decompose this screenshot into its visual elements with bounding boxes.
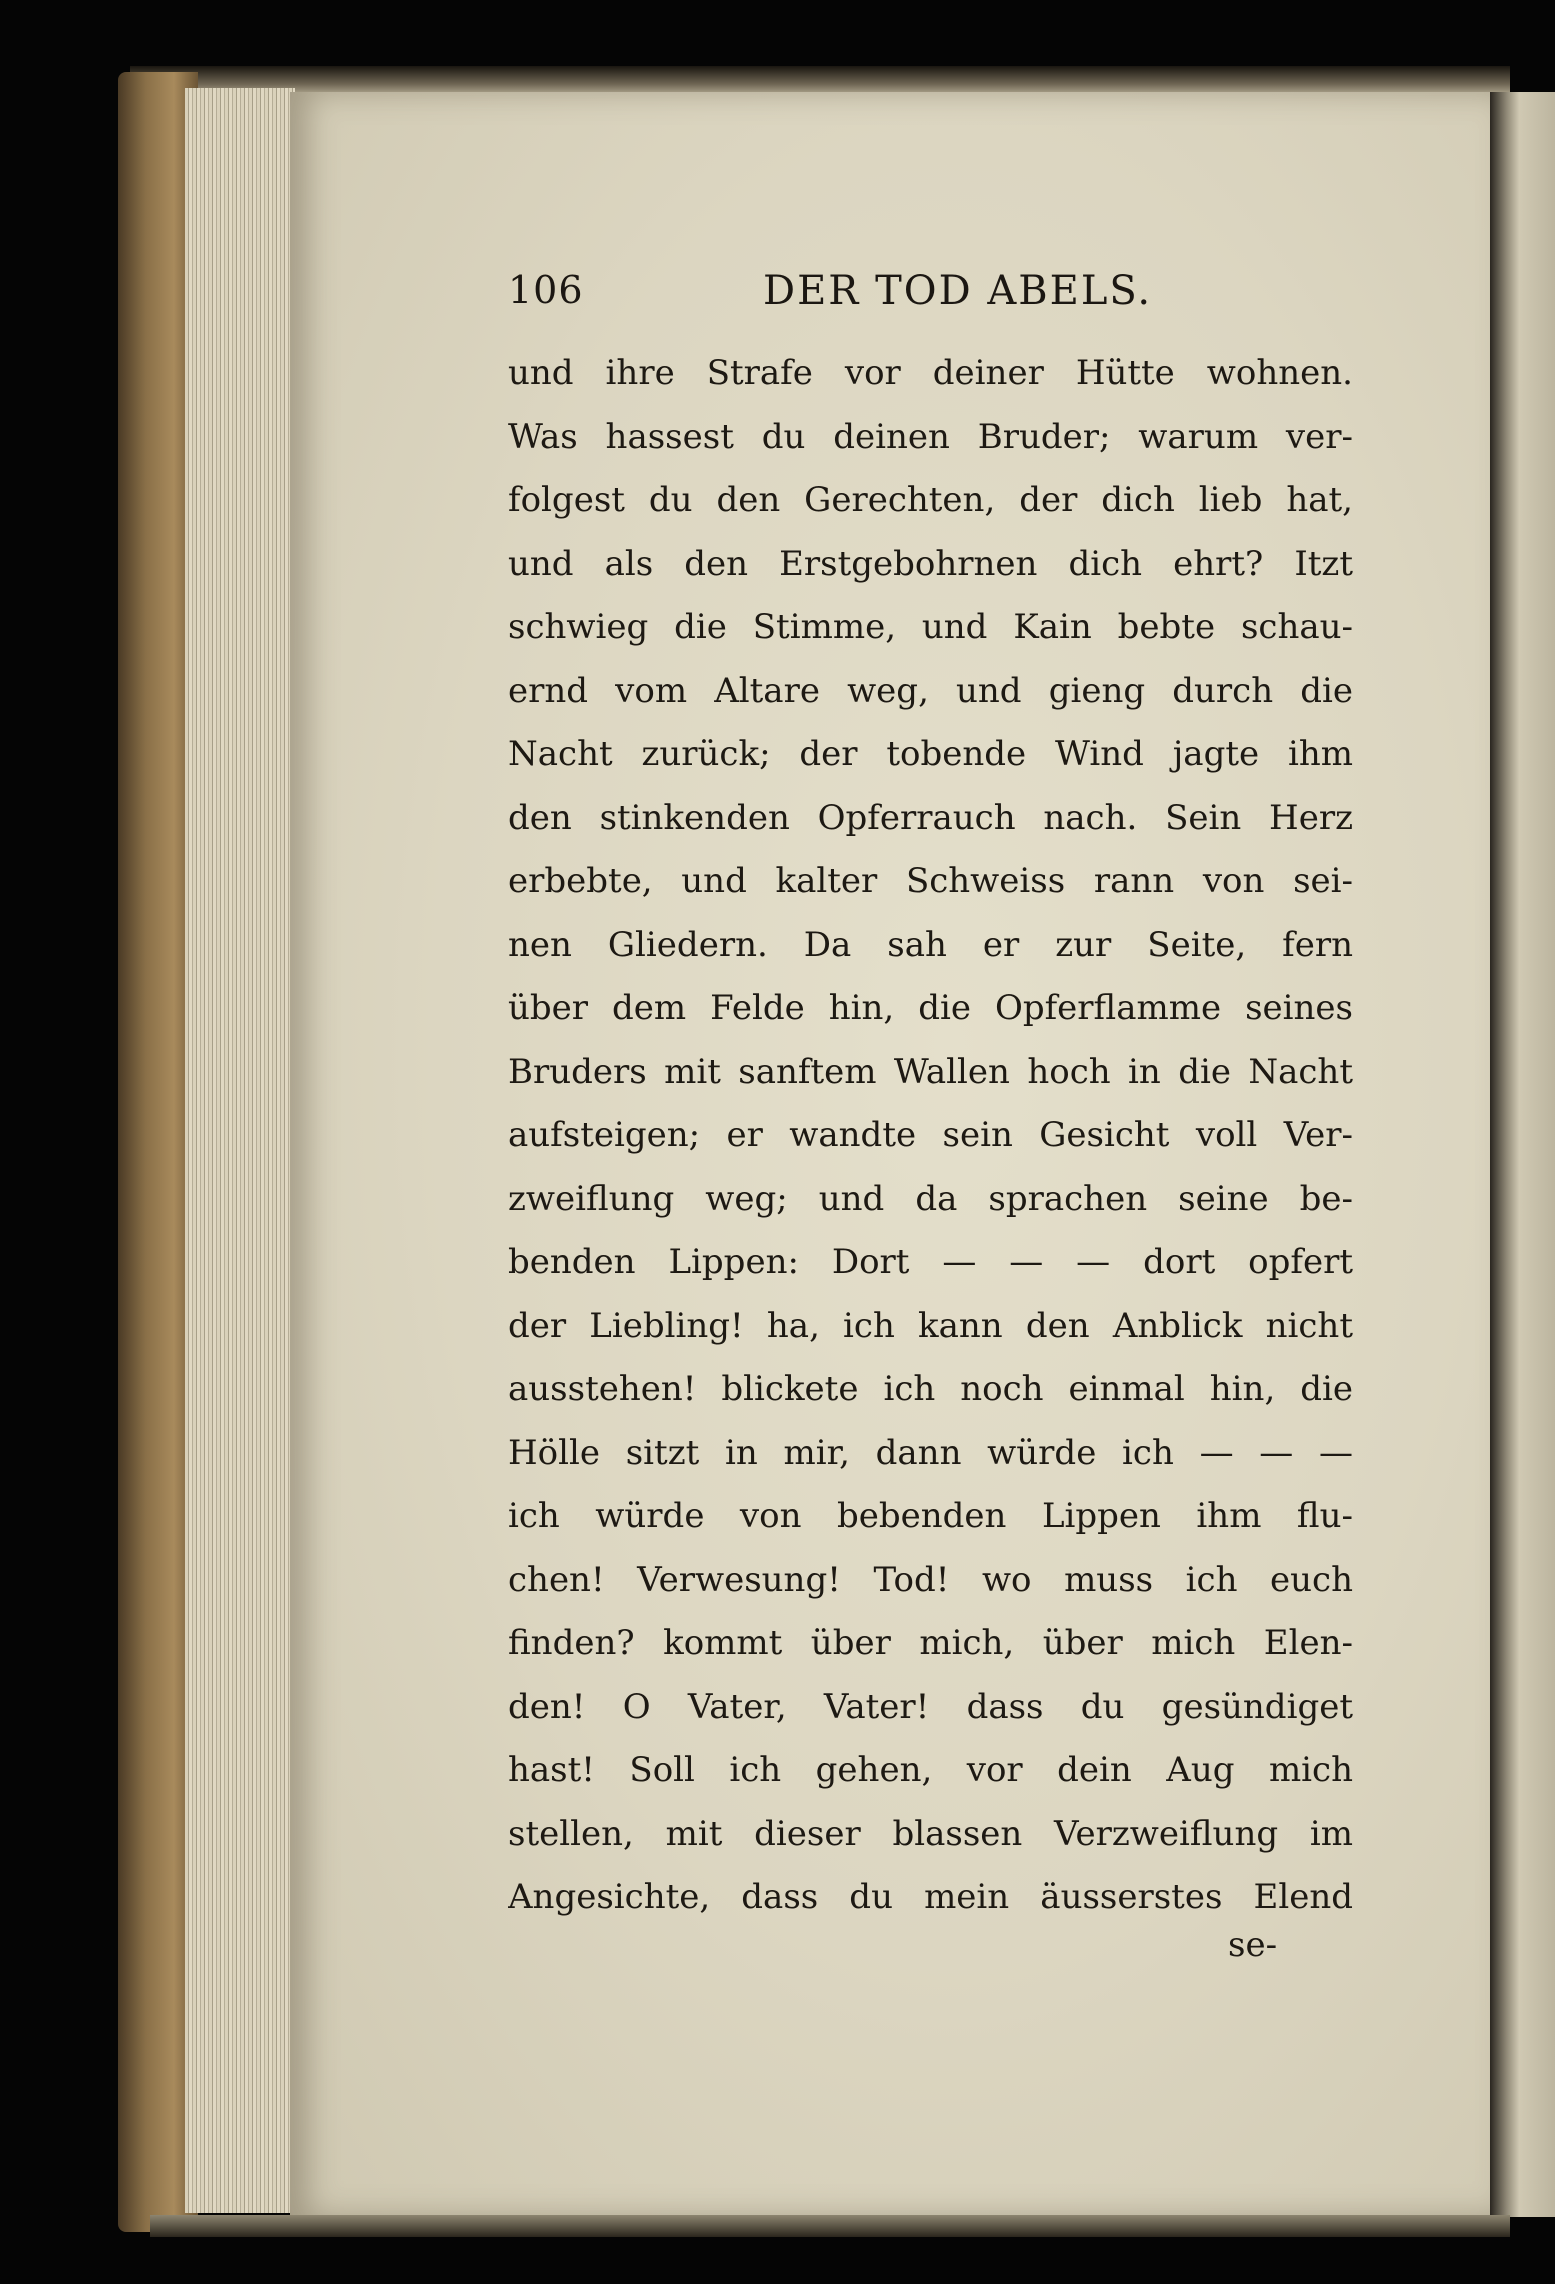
text-line: finden? kommt über mich, über mich Elen- [508,1623,1353,1663]
text-line: stellen, mit dieser blassen Verzweiflung im [508,1813,1353,1854]
facing-page-edge [1490,92,1555,2217]
page-number: 106 [508,268,584,312]
text-line: nen Gliedern. Da sah er zur Seite, fern [508,924,1353,965]
running-title: DER TOD ABELS. [763,268,1153,314]
text-line: Angesichte, dass du mein äusserstes Elend [508,1877,1353,1917]
text-line: schwieg die Stimme, und Kain bebte schau- [508,607,1353,647]
text-line: über dem Felde hin, die Opferflamme seines [508,988,1353,1028]
book-bottom-edge [150,2215,1510,2237]
text-line: Was hassest du deinen Bruder; warum ver- [508,416,1353,457]
text-line: folgest du den Gerechten, der dich lieb hat, [508,480,1353,520]
text-line: ausstehen! blickete ich noch einmal hin, die [508,1369,1353,1409]
text-line: ernd vom Altare weg, und gieng durch die [508,670,1353,711]
text-line: und ihre Strafe vor deiner Hütte wohnen. [508,353,1353,393]
page-header [508,268,1378,328]
text-line: Nacht zurück; der tobende Wind jagte ihm [508,734,1353,774]
text-line: erbebte, und kalter Schweiss rann von sei- [508,861,1353,901]
text-line: den stinkenden Opferrauch nach. Sein Herz [508,797,1353,838]
catchword: se- [1228,1925,1278,1965]
text-line: benden Lippen: Dort — — — dort opfert [508,1242,1353,1282]
text-line: aufsteigen; er wandte sein Gesicht voll Ver- [508,1115,1353,1155]
text-line: der Liebling! ha, ich kann den Anblick nicht [508,1305,1353,1346]
text-line: Hölle sitzt in mir, dann würde ich — — — [508,1432,1353,1473]
body-text [508,342,1353,1930]
text-line: den! O Vater, Vater! dass du gesündiget [508,1686,1353,1727]
text-line: Bruders mit sanftem Wallen hoch in die Nacht [508,1051,1353,1092]
text-line: hast! Soll ich gehen, vor dein Aug mich [508,1750,1353,1790]
text-line: zweiflung weg; und da sprachen seine be- [508,1178,1353,1219]
text-line: und als den Erstgebohrnen dich ehrt? Itzt [508,543,1353,584]
page-stack-edges [185,88,295,2213]
text-line: ich würde von bebenden Lippen ihm flu- [508,1496,1353,1536]
text-line: chen! Verwesung! Tod! wo muss ich euch [508,1559,1353,1600]
